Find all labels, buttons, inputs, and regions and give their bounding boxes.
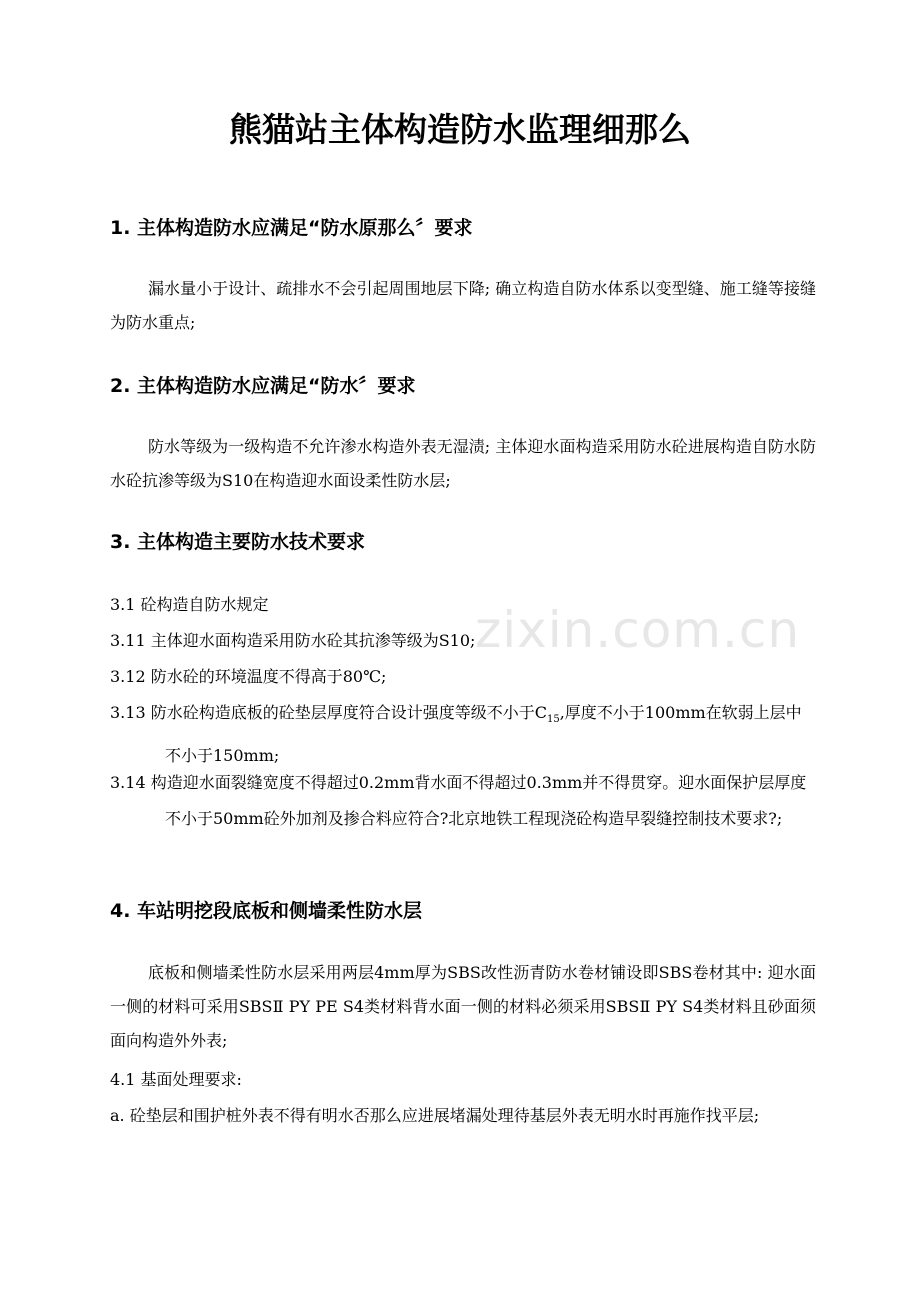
item-3-13-tail: ,厚度不小于100mm在软弱上层中不小于150mm; xyxy=(165,703,802,766)
item-3-12: 3.12 防水砼的环境温度不得高于80℃; xyxy=(110,667,387,686)
section-4-paragraph: 底板和侧墙柔性防水层采用两层4mm厚为SBS改性沥青防水卷材铺设即SBS卷材其中: 迎水面一侧的材料可采用SBSⅡ PY PE S4类材料背水面一侧的材料必须采用SBSⅡ PY S4类材料且砂面须面向构造外外表; xyxy=(110,963,816,1050)
item-3-1: 3.1 砼构造自防水规定 xyxy=(110,595,269,614)
item-3-13-text: 3.13 防水砼构造底板的砼垫层厚度符合设计强度等级不小于C xyxy=(110,703,547,722)
section-4-heading: 4. 车站明挖段底板和侧墙柔性防水层 xyxy=(110,900,423,922)
item-4-1: 4.1 基面处理要求: xyxy=(110,1070,242,1089)
section-1-heading: 1. 主体构造防水应满足“防水原那么〞要求 xyxy=(110,217,473,239)
item-4-a: a. 砼垫层和围护桩外表不得有明水否那么应进展堵漏处理待基层外表无明水时再施作找平层; xyxy=(110,1106,760,1125)
section-1-paragraph: 漏水量小于设计、疏排水不会引起周围地层下降; 确立构造自防水体系以变型缝、施工缝等接缝为防水重点; xyxy=(110,279,816,332)
item-3-14: 3.14 构造迎水面裂缝宽度不得超过0.2mm背水面不得超过0.3mm并不得贯穿。迎水面保护层厚度不小于50mm砼外加剂及掺合料应符合?北京地铁工程现浇砼构造早裂缝控制技术要求?; xyxy=(110,773,807,828)
section-3-heading: 3. 主体构造主要防水技术要求 xyxy=(110,531,366,553)
watermark: zixin.com.cn xyxy=(475,601,801,659)
item-3-13-subscript: 15 xyxy=(546,714,560,726)
section-2-paragraph: 防水等级为一级构造不允许渗水构造外表无湿渍; 主体迎水面构造采用防水砼进展构造自防水防水砼抗渗等级为S10在构造迎水面设柔性防水层; xyxy=(110,437,816,490)
page-title: 熊猫站主体构造防水监理细那么 xyxy=(229,110,691,149)
item-3-11: 3.11 主体迎水面构造采用防水砼其抗渗等级为S10; xyxy=(110,631,476,650)
item-3-13 xyxy=(110,695,816,774)
section-2-heading: 2. 主体构造防水应满足“防水〞要求 xyxy=(110,375,416,397)
